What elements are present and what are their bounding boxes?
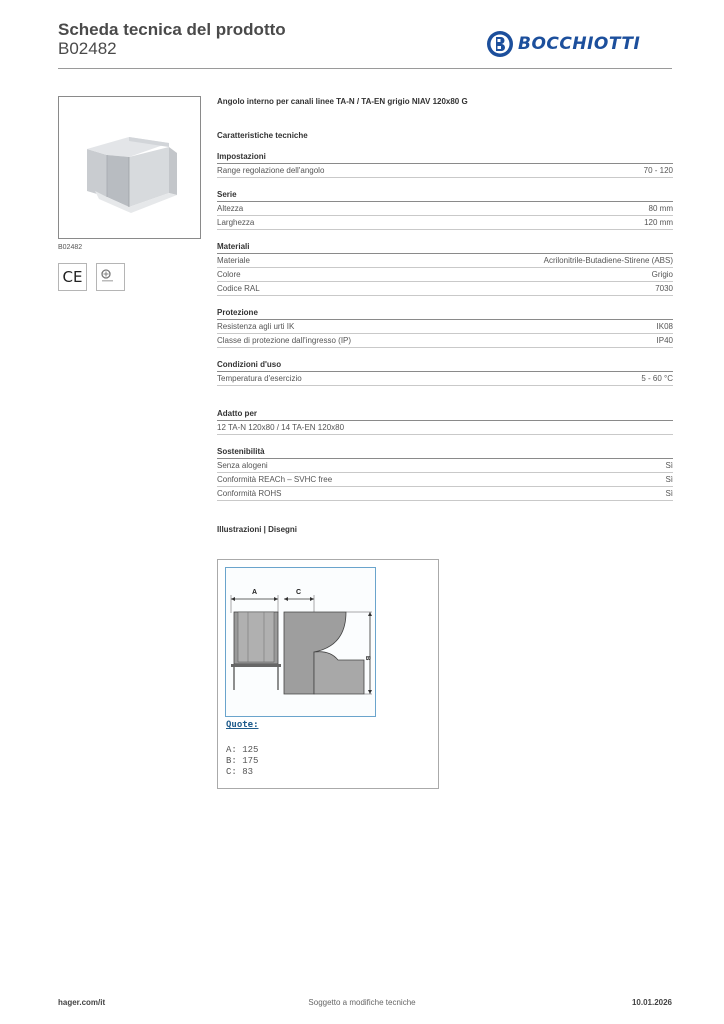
spec-row: [217, 320, 673, 334]
spec-label: Classe di protezione dall'ingresso (IP): [217, 336, 352, 345]
section-title: Sostenibilità: [217, 446, 673, 459]
spec-label: Range regolazione dell'angolo: [217, 166, 325, 175]
spec-value: IP40: [656, 336, 673, 345]
specs-heading: Caratteristiche tecniche: [217, 131, 308, 140]
dim-label-a: A: [252, 589, 258, 596]
document-title: Scheda tecnica del prodotto: [58, 20, 286, 39]
spec-value: 120 mm: [644, 218, 673, 227]
section-title: Protezione: [217, 307, 673, 320]
spec-value: Sì: [665, 461, 673, 470]
section-title: Impostazioni: [217, 151, 673, 164]
spec-row: [217, 202, 673, 216]
spec-row: [217, 473, 673, 487]
spec-value: 7030: [655, 284, 673, 293]
spec-row: [217, 421, 673, 435]
brand-logo: [486, 28, 640, 60]
spec-value: Grigio: [651, 270, 673, 279]
spec-value: Acrilonitrile-Butadiene-Stirene (ABS): [543, 256, 673, 265]
spec-row: [217, 254, 673, 268]
quote-c: C: 83: [226, 767, 254, 777]
spec-value: 70 - 120: [643, 166, 673, 175]
spec-value: 5 - 60 °C: [641, 374, 673, 383]
ce-mark-label: CE: [62, 268, 83, 286]
technical-drawing-panel: [217, 559, 439, 789]
header-divider: [58, 68, 672, 69]
spec-value: Sì: [665, 489, 673, 498]
product-photo: [58, 96, 201, 239]
section-title: Serie: [217, 189, 673, 202]
spec-label: Conformità ROHS: [217, 489, 282, 498]
spec-row: [217, 459, 673, 473]
spec-label: Colore: [217, 270, 241, 279]
dim-label-c: C: [296, 589, 302, 596]
spec-row: [217, 164, 673, 178]
product-code: B02482: [58, 39, 117, 58]
spec-value: IK08: [656, 322, 673, 331]
spec-label: 12 TA-N 120x80 / 14 TA-EN 120x80: [217, 423, 345, 432]
dim-label-b: B: [364, 656, 370, 661]
spec-row: [217, 372, 673, 386]
spec-label: Senza alogeni: [217, 461, 268, 470]
footer-website: hager.com/it: [58, 998, 106, 1007]
spec-row: [217, 487, 673, 501]
spec-value: 80 mm: [648, 204, 673, 213]
spec-label: Temperatura d'esercizio: [217, 374, 302, 383]
certification-icon: [97, 264, 124, 290]
spec-label: Larghezza: [217, 218, 255, 227]
ce-mark-badge: [58, 263, 87, 291]
technical-drawing: [225, 567, 376, 717]
corner-fitting-image: [59, 97, 200, 238]
spec-row: [217, 282, 673, 296]
product-name: Angolo interno per canali linee TA-N / TA-EN grigio NIAV 120x80 G: [217, 97, 468, 106]
photo-caption: B02482: [58, 244, 83, 251]
section-title: Materiali: [217, 241, 673, 254]
spec-row: [217, 216, 673, 230]
dimension-drawing: [226, 568, 375, 716]
section-title: Condizioni d'uso: [217, 359, 673, 372]
footer-date: 10.01.2026: [631, 998, 672, 1007]
spec-label: Codice RAL: [217, 284, 260, 293]
spec-label: Altezza: [217, 204, 244, 213]
quote-heading: Quote:: [226, 720, 259, 730]
footer-note: Soggetto a modifiche tecniche: [308, 998, 416, 1007]
bocchiotti-logo-icon: [486, 30, 514, 58]
quote-b: B: 175: [226, 756, 259, 766]
spec-label: Resistenza agli urti IK: [217, 322, 295, 331]
spec-row: [217, 334, 673, 348]
spec-row: [217, 268, 673, 282]
certification-badge: [96, 263, 125, 291]
spec-label: Conformità REACh – SVHC free: [217, 475, 333, 484]
spec-value: Sì: [665, 475, 673, 484]
brand-name: BOCCHIOTTI: [518, 34, 641, 54]
section-title: Adatto per: [217, 408, 673, 421]
specification-column: [217, 96, 673, 536]
quote-a: A: 125: [226, 745, 259, 755]
spec-label: Materiale: [217, 256, 250, 265]
illustrations-title: Illustrazioni | Disegni: [217, 525, 298, 534]
